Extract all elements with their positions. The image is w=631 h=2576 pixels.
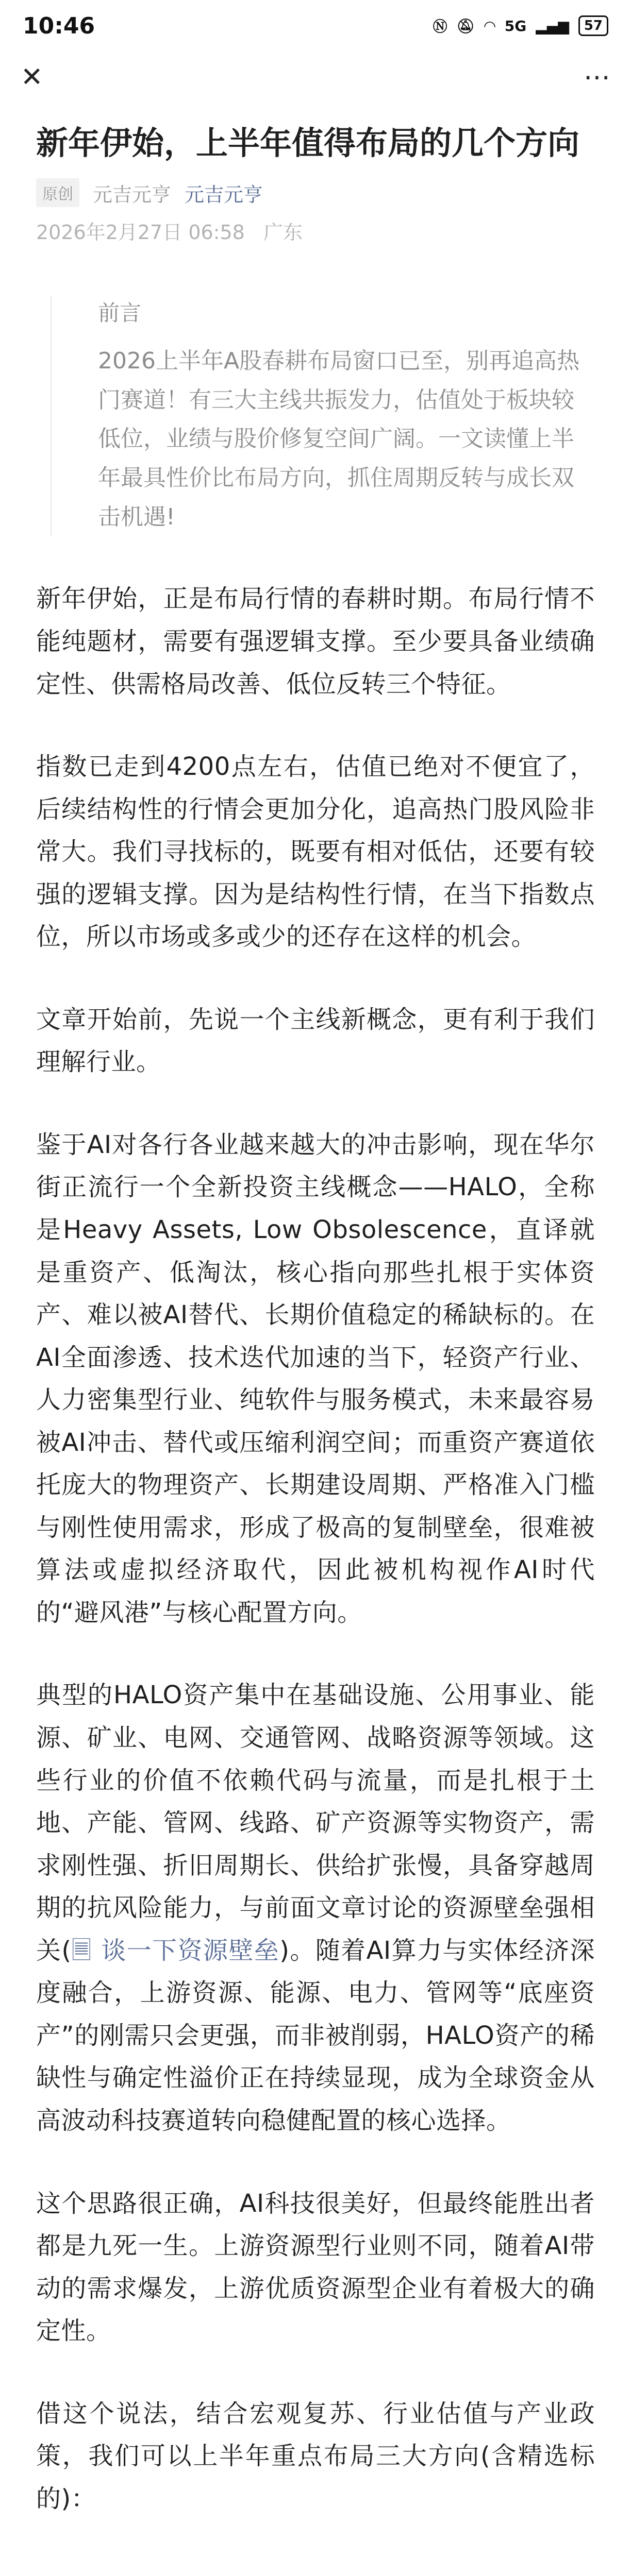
link-icon: 🗏︎ (71, 1936, 102, 1965)
nfc-icon: Ⓝ (433, 18, 447, 35)
publish-date: 2026年2月27日 06:58 (36, 221, 245, 244)
preface-body: 2026上半年A股春耕布局窗口已至，别再追高热门赛道！有三大主线共振发力，估值处于板块较低位，业绩与股价修复空间广阔。一文读懂上半年最具性价比布局方向，抓住周期反转与成长双击机遇! (98, 348, 580, 530)
paragraph-5-text-a: 典型的HALO资产集中在基础设施、公用事业、能源、矿业、电网、交通管网、战略资源等领域。这些行业的价值不依赖代码与流量，而是扎根于土地、产能、管网、线路、矿产资源等实物资产，需求刚性强、折旧周期长、供给扩张慢，具备穿越周期的抗风险能力，与前面文章讨论的资源壁垒强相关( (36, 1681, 595, 1965)
publish-info (36, 216, 595, 245)
paragraph-7: 借这个说法，结合宏观复苏、行业估值与产业政策，我们可以上半年重点布局三大方向(含精选标的)： (36, 2399, 595, 2513)
paragraph-5 (36, 1674, 595, 2142)
wifi-icon: ◠ (484, 17, 495, 35)
status-bar (0, 0, 631, 52)
preface-title: 前言 (98, 300, 142, 326)
article (0, 118, 631, 2520)
paragraph-5-text-b: )。随着AI算力与实体经济深度融合，上游资源、能源、电力、管网等“底座资产”的刚需只会更强，而非被削弱，HALO资产的稀缺性与确定性溢价正在持续显现，成为全球资金从高波动科技赛道转向稳健配置的核心选择。 (36, 1936, 595, 2135)
battery-icon (578, 15, 608, 36)
status-icons (433, 15, 608, 36)
paragraph-3: 文章开始前，先说一个主线新概念，更有利于我们理解行业。 (36, 1005, 595, 1077)
paragraph-1: 新年伊始，正是布局行情的春耕时期。布局行情不能纯题材，需要有强逻辑支撑。至少要具备业绩确定性、供需格局改善、低位反转三个特征。 (36, 584, 595, 699)
nav-bar (0, 52, 631, 103)
more-icon[interactable]: ⋯ (584, 62, 610, 93)
preface-block (51, 296, 580, 536)
related-article-link-label: 谈一下资源壁垒 (101, 1936, 280, 1965)
battery-level: 57 (584, 18, 603, 33)
close-icon[interactable]: ✕ (21, 62, 43, 93)
paragraph-6: 这个思路很正确，AI科技很美好，但最终能胜出者都是九死一生。上游资源型行业则不同，随着AI带动的需求爆发，上游优质资源型企业有着极大的确定性。 (36, 2189, 595, 2346)
article-meta (36, 178, 595, 207)
signal-label: 5G (504, 17, 527, 35)
account-link[interactable]: 元吉元亨 (185, 183, 263, 206)
signal-bars-icon: ▂▄▆ (536, 17, 569, 35)
mute-icon: 🔕︎ (456, 17, 475, 35)
publish-location: 广东 (263, 221, 303, 244)
paragraph-2: 指数已走到4200点左右，估值已绝对不便宜了，后续结构性的行情会更加分化，追高热门股风险非常大。我们寻找标的，既要有相对低估，还要有较强的逻辑支撑。因为是结构性行情，在当下指数点位，所以市场或多或少的还存在这样的机会。 (36, 752, 595, 952)
article-title: 新年伊始，上半年值得布局的几个方向 (36, 124, 580, 162)
paragraph-4: 鉴于AI对各行各业越来越大的冲击影响，现在华尔街正流行一个全新投资主线概念——HALO，全称是Heavy Assets, Low Obsolescence，直译就是重资产、低淘汰，核心指向那些扎根于实体资产、难以被AI替代、长期价值稳定的稀缺标的。在AI全面渗透、技术迭代加速的当下，轻资产行业、人力密集型行业、纯软件与服务模式，未来最容易被AI冲击、替代或压缩利润空间；而重资产赛道依托庞大的物理资产、长期建设周期、严格准入门槛与刚性使用需求，形成了极高的复制壁垒，很难被算法或虚拟经济取代，因此被机构视作AI时代的“避风港”与核心配置方向。 (36, 1130, 595, 1627)
author-name: 元吉元亨 (93, 183, 172, 206)
status-time: 10:46 (23, 12, 95, 39)
original-badge: 原创 (36, 178, 79, 207)
related-article-link[interactable] (72, 1936, 280, 1965)
article-body (36, 578, 595, 2520)
